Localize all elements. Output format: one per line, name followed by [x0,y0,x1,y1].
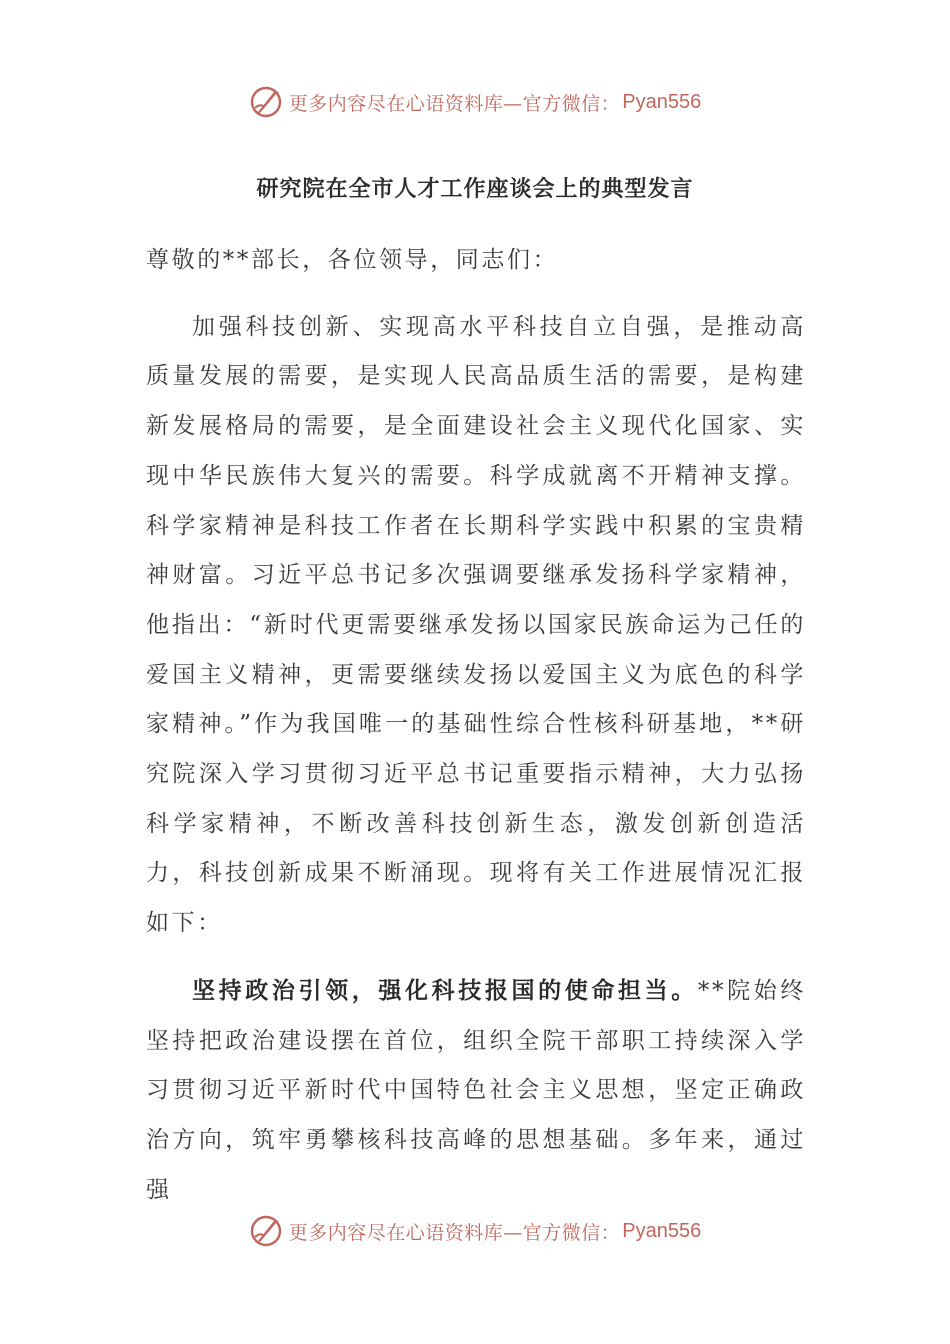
watermark-wechat-id: Pyan556 [622,1219,702,1242]
paragraph-lead-heading: 坚持政治引领，强化科技报国的使命担当。 [192,976,698,1004]
paragraph-intro: 加强科技创新、实现高水平科技自立自强，是推动高质量发展的需要，是实现人民高品质生活的需要，是构建新发展格局的需要，是全面建设社会主义现代化国家、实现中华民族伟大复兴的需要。科学成就离不开精神支撑。科学家精神是科技工作者在长期科学实践中积累的宝贵精神财富。习近平总书记多次强调要继承发扬科学家精神，他指出：“新时代更需要继承发扬以国家民族命运为己任的爱国主义精神，更需要继续发扬以爱国主义为底色的科学家精神。”作为我国唯一的基础性综合性核科研基地，**研究院深入学习贯彻习近平总书记重要指示精神，大力弘扬科学家精神，不断改善科技创新生态，激发创新创造活力，科技创新成果不断涌现。现将有关工作进展情况汇报如下： [146,313,806,937]
quill-logo-icon [249,85,283,119]
paragraph-political-leadership [146,966,806,1216]
watermark-header [0,82,950,122]
document-title: 研究院在全市人才工作座谈会上的典型发言 [256,176,694,202]
watermark-text: 更多内容尽在心语资料库—官方微信： [288,92,621,115]
watermark-wechat-id: Pyan556 [622,90,702,113]
salutation: 尊敬的**部长，各位领导，同志们： [146,247,559,273]
paragraph-body-text: **院始终坚持把政治建设摆在首位，组织全院干部职工持续深入学习贯彻习近平新时代中国特色社会主义思想，坚定正确政治方向，筑牢勇攀核科技高峰的思想基础。多年来，通过强 [146,977,807,1203]
document-body [146,236,806,1215]
quill-logo-icon [249,1214,283,1248]
watermark-text: 更多内容尽在心语资料库—官方微信： [288,1221,621,1244]
watermark-footer [0,1211,950,1251]
